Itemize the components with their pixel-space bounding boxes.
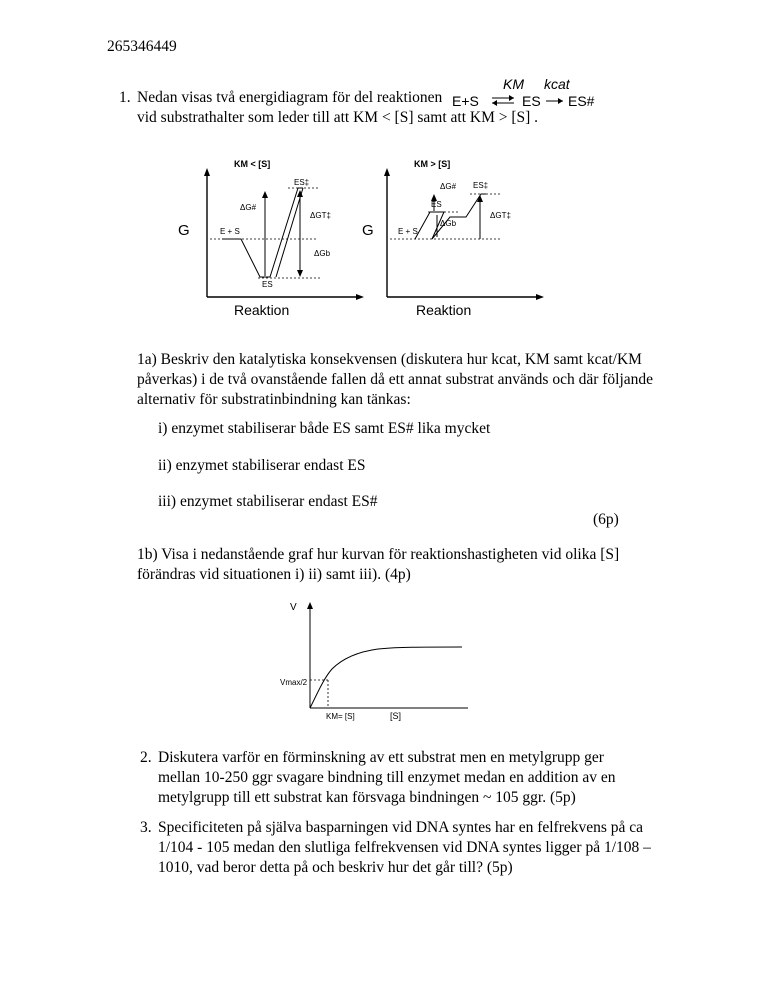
q1a-text1: 1a) Beskriv den katalytiska konsekvensen (diskutera hur kcat, KM samt kcat/KM xyxy=(137,351,642,368)
q1a-text3: alternativ för substratinbindning kan tänkas: xyxy=(137,391,411,408)
left-e-s: E + S xyxy=(220,227,240,236)
left-dg-t: ΔGT‡ xyxy=(310,211,331,220)
energy-diagram-left xyxy=(170,155,370,325)
left-dg-b: ΔGb xyxy=(314,249,331,258)
right-dg-t: ΔGT‡ xyxy=(490,211,511,220)
mm-graph xyxy=(272,596,472,724)
right-dg-ts: ΔG# xyxy=(440,182,457,191)
q3-line1: Specificiteten på själva basparningen vid DNA syntes har en felfrekvens på ca xyxy=(158,819,644,836)
left-es-ts: ES‡ xyxy=(294,178,310,187)
q1-line1: Nedan visas två energidiagram för del reaktionen xyxy=(137,89,443,106)
left-y-axis: G xyxy=(178,222,190,239)
mm-vmax-label: Vmax/2 xyxy=(280,678,308,687)
left-x-axis: Reaktion xyxy=(234,302,290,318)
q2-line1: Diskutera varför en förminskning av ett substrat men en metylgrupp ger xyxy=(158,749,604,766)
right-dg-b: ΔGb xyxy=(440,219,457,228)
q3-line3: 1010, vad beror detta på och beskriv hur det går till? (5p) xyxy=(158,859,513,876)
right-title: KM > [S] xyxy=(414,159,451,169)
energy-diagram-right xyxy=(350,155,550,325)
q3-line2: 1/104 - 105 medan den slutliga felfrekvensen vid DNA syntes ligger på 1/108 – xyxy=(158,839,651,856)
scheme-km: KM xyxy=(503,76,524,92)
q1-number: 1. xyxy=(119,89,131,106)
reaction-scheme xyxy=(440,76,600,110)
q1a-option-iii: iii) enzymet stabiliserar endast ES# xyxy=(158,493,378,510)
right-x-axis: Reaktion xyxy=(416,302,472,318)
left-es: ES xyxy=(262,280,273,289)
q1a-option-i: i) enzymet stabiliserar både ES samt ES# lika mycket xyxy=(158,420,491,437)
right-y-axis: G xyxy=(362,222,374,239)
q2-number: 2. xyxy=(140,749,152,766)
scheme-es-plus: E+S xyxy=(452,93,479,109)
q3-number: 3. xyxy=(140,819,152,836)
q1a-option-ii: ii) enzymet stabiliserar endast ES xyxy=(158,457,366,474)
scheme-es-ts: ES# xyxy=(568,93,595,109)
q1b-text2: förändras vid situationen i) ii) samt iii). (4p) xyxy=(137,566,411,583)
right-es: ES xyxy=(431,200,442,209)
scheme-kcat: kcat xyxy=(544,76,570,92)
q2-line2: mellan 10-250 ggr svagare bindning till enzymet medan en addition av en xyxy=(158,769,616,786)
q1-line2: vid substrathalter som leder till att KM < [S] samt att KM > [S] . xyxy=(137,109,539,126)
mm-x-label: [S] xyxy=(390,711,402,721)
left-dg-ts: ΔG# xyxy=(240,203,257,212)
q1b-text1: 1b) Visa i nedanstående graf hur kurvan för reaktionshastigheten vid olika [S] xyxy=(137,546,620,563)
right-es-ts: ES‡ xyxy=(473,181,489,190)
q1a-points: (6p) xyxy=(593,511,619,528)
document-id: 265346449 xyxy=(107,38,177,55)
q1a-text2: påverkas) i de två ovanstående fallen då ett annat substrat används och där följande xyxy=(137,371,654,388)
mm-y-label: V xyxy=(290,602,297,613)
scheme-es: ES xyxy=(522,93,541,109)
right-e-s: E + S xyxy=(398,227,418,236)
left-title: KM < [S] xyxy=(234,159,271,169)
q2-line3: metylgrupp till ett substrat kan försvaga bindningen ~ 105 ggr. (5p) xyxy=(158,789,576,806)
mm-km-label: KM= [S] xyxy=(326,712,355,721)
